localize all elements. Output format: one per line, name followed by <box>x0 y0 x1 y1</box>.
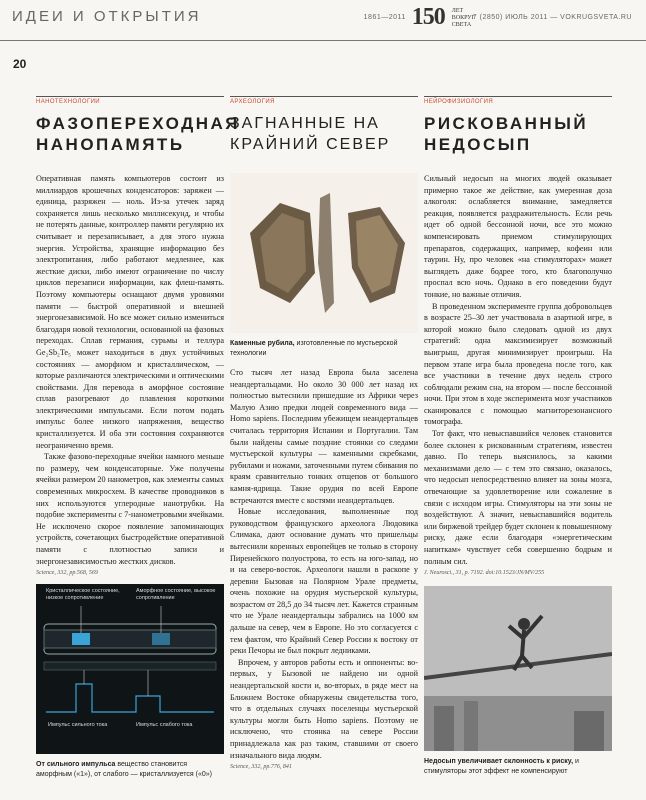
article-body <box>36 173 224 567</box>
logo-number: 150 <box>411 4 445 30</box>
paragraph: Новые исследования, выполненные под руководством французского археолога Людовика Слимака, дают основание думать что пришельцы вытеснили коренных европейцев не только в сторону Пиренейского полуострова, то есть на юго-запад, но и на северо-восток. Археологи нашли в раскопе у деревни Бызовая на Полярном Урале предметы, очень похожие на орудия мустьерской культуры, возрастом от 28,5 до 34 тысяч лет. Кажется странным что не Урале неандертальцы забрались на 1000 км дальше на север, чем в Европе. Но это согласуется с тем фактом, что Крайний Север России к востоку от реки Печоры не был покрыт ледниками. <box>230 507 418 656</box>
article-tag: НЕЙРОФИЗИОЛОГИЯ <box>424 99 494 105</box>
paragraph: Впрочем, у авторов работы есть и оппоненты: во-первых, у Бызовой не найдено ни одной неандертальской кости и, во-вторых, в ряде мест на Ближнем Востоке обнаружены свидетельства того, что в отдельных случаях поселенцы мустьерской культуры могли быть Homo sapiens. Поэтому не исключено, что стоянка на севере России принадлежала как раз таким, ставшими от своего изначального вида людям. <box>230 657 418 760</box>
stone-tools-image <box>230 173 418 333</box>
weak-pulse-label: Импульс слабого тока <box>136 722 193 729</box>
photo-caption <box>424 757 612 777</box>
logo-text: ЛЕТ ВОКРУГ СВЕТА <box>451 8 476 28</box>
crystal-cell <box>72 633 90 645</box>
article-north <box>230 96 418 770</box>
worker-photo <box>424 586 612 751</box>
paragraph: В проведенном эксперименте группа добровольцев в возрасте 25–30 лет участвовала в азартной игре, в которой можно было следовать одной из двух стратегий: одна максимизирует возможный выигрыш, другая минимизирует проигрыш. На первом этапе игра была проведена после того, как все участники в течение двух недель строго соблюдали режим сна, на втором — после бессонной ночи. При этом в ходе эксперимента мозг участников сканировался с помощью магниторезонансного томографа. <box>424 301 612 427</box>
article-title: ЗАГНАННЫЕ НА КРАЙНИЙ СЕВЕР <box>230 115 391 153</box>
header-meta <box>364 4 632 31</box>
crystal-label: Кристаллическое состояние, низкое сопротивление <box>46 588 120 602</box>
caption-bold: Каменные рубила, <box>230 340 295 347</box>
anniversary-logo <box>411 4 476 31</box>
article-title: РИСКОВАННЫЙ НЕДОСЫП <box>424 114 589 154</box>
section-title: ИДЕИ И ОТКРЫТИЯ <box>12 8 202 25</box>
amorphous-cell <box>152 633 170 645</box>
article-source: Science, 332, pp.568, 569 <box>36 570 98 577</box>
worker-image <box>424 586 612 751</box>
caption-bold: Недосып увеличивает склонность к риску, <box>424 758 574 766</box>
caption-bold: От сильного импульса <box>36 761 116 769</box>
amorphous-label: Аморфное состояние, высокое сопротивление <box>136 588 216 602</box>
article-tag: АРХЕОЛОГИЯ <box>230 99 275 105</box>
paragraph: Также фазово-переходные ячейки намного меньше по размеру, чем конденсаторные. Уже получены ячейки размером 20 нанометров, как элементы самых современных микросхем. В качестве проводников в них используются углеродные нанотрубки. На подобие эксперименты с 7-нанометровыми ячейками. Не исключено скорое появление запоминающих устройств, сочетающих быстродействие оперативной памяти с плотностью записи и энергонезависимостью жестких дисков. <box>36 452 224 566</box>
diagram-caption <box>36 760 224 780</box>
article-title: ФАЗОПЕРЕХОДНАЯ НАНОПАМЯТЬ <box>36 114 241 154</box>
page-number: 20 <box>13 57 27 71</box>
article-body <box>424 173 612 567</box>
paragraph: Оперативная память компьютеров состоит из миллиардов крошечных конденсаторов: заряжен — единица, разряжен — ноль. Из-за утечек заряд сохраняется лишь несколько миллисекунд, и чтобы не потерять данные, контроллер памяти регулярно их считывает и перезаписывает, а для этого нужна энергия. Устройства, хранящие информацию без электропитания, либо работают медленнее, как жесткие диски, либо имеют ограничение по числу циклов перезаписи информации, как флеш-память. Поэтому компьютеры оснащают двумя уровнями памяти — быстрой оперативной и внешней энергонезависимой. Но все может сильно измениться благодаря новой технологии, основанной на фазовых переходах. Сплав германия, сурьмы и теллура Ge₂Sb₂Te₅ может находиться в двух устойчивых состояниях — аморфном и кристаллическом, — которые различаются электрическими и оптическими свойствами. Для перевода в аморфное состояние сплав разогревают до плавления короткими электрическими импульсами. Если потом подать импульс более низкого напряжения, вещество кристаллизуется. И оба эти состояния сохраняются неограниченно время. <box>36 174 224 450</box>
article-sleep <box>424 96 612 777</box>
article-body <box>230 367 418 761</box>
stone-tools-photo <box>230 173 418 333</box>
photo-caption <box>230 339 418 359</box>
divider <box>424 96 612 97</box>
divider <box>36 96 224 97</box>
divider <box>230 96 418 97</box>
paragraph: Сильный недосып на многих людей оказывает примерно такое же действие, как умеренная доза алкоголя: ослабляется внимание, замедляется реакция, появляется раздражительность. Если речь идет об одной бессонной ночи, все это можно компенсировать приемом стимулирующих препаратов, содержащих, например, кофеин или таурин. Ну, про человек «на стимуляторах» может выглядеть даже бодрее того, кто благополучно проспал всю ночь. Однако в его поведении будут тонкие, но важные отличия. <box>424 174 612 299</box>
issue-info: 7 (2850) ИЮЛЬ 2011 — VOKRUGSVETA.RU <box>472 14 632 21</box>
article-source: Science, 332, pp.776, 841 <box>230 764 292 771</box>
paragraph: Сто тысяч лет назад Европа была заселена неандертальцами. Но около 30 000 лет назад их полностью вытеснили пришедшие из Африки через Малую Азию предки людей современного вида — Homo sapiens. Последним убежищем неандертальцев считалась территория Испании и Португалии. Там были найдены самые поздние стоянки со следами мустьерской культуры — каменными скребками, рубилами и ножами, заточенными путем сбивания по краям сравнительно тонких отщепов от большого камня-ядрища. Такие орудия по всей Европе встречаются вместе с костями неандертальцев. <box>230 368 418 505</box>
article-source: J. Neurosci., 31, p. 7192. doi:10.1523/JN/MV/255 <box>424 570 545 577</box>
caption-text: изготовленные по мустьерской технологии <box>230 340 398 357</box>
article-tag: НАНОТЕХНОЛОГИИ <box>36 99 101 105</box>
years-label: 1861—2011 <box>363 14 406 21</box>
page-header <box>0 0 646 41</box>
strong-pulse-label: Импульс сильного тока <box>48 722 108 729</box>
caption-text: вещество становится аморфным («1»), от слабого — кристаллизуется («0») <box>36 761 212 779</box>
paragraph: Тот факт, что невыспавшийся человек становится более склонен к рискованным стратегиям, известен давно. По теперь выяснилось, за какими механизмами дело — с тем это связано, оказалось, что недосып непосредственно влияет на зоны мозга, отвечающие за удовлетворение или сожаление в связи с исходом игры. Стимуляторы на эти зоны не воздействуют. А значит, невыспавшийся водитель или биржевой трейдер будет склонен к повышенному риску, даже если благодаря «энергетическим напиткам» чувствует себя совершенно бодрым и полным сил. <box>424 429 612 566</box>
article-phase-memory <box>36 96 241 780</box>
caption-text: и стимуляторы этот эффект не компенсируют <box>424 758 579 776</box>
phase-diagram <box>36 584 224 754</box>
